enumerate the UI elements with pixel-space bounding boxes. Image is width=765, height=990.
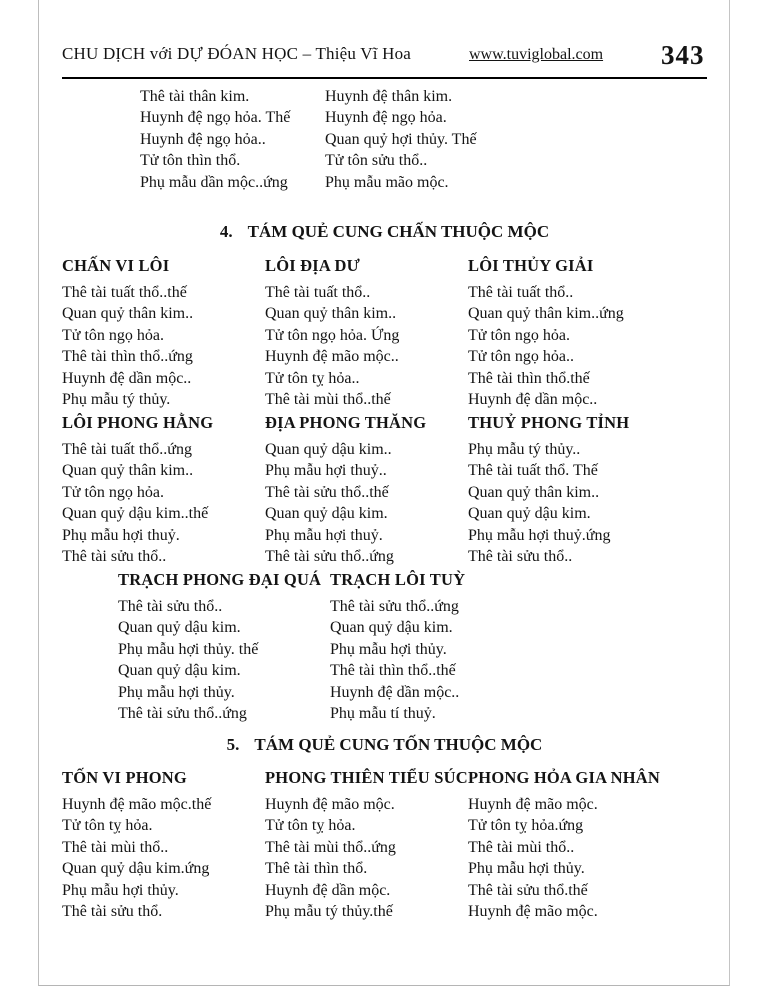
section-4-number: 4. bbox=[219, 222, 233, 241]
hexagram-group-phong-thien-tieu-suc bbox=[265, 768, 468, 922]
hexagram-group-phong-hoa-gia-nhan bbox=[468, 768, 671, 922]
group-lines bbox=[468, 282, 671, 410]
group-title: CHẤN VI LÔI bbox=[62, 256, 170, 275]
text-line: Tử tôn ngọ hỏa. Ứng bbox=[265, 326, 400, 344]
header-divider bbox=[62, 77, 707, 79]
hexagram-group-trach-phong-dai-qua bbox=[118, 570, 330, 724]
text-line: Tử tôn tỵ hỏa. bbox=[62, 817, 153, 835]
group-lines bbox=[468, 794, 671, 922]
website-link[interactable]: www.tuviglobal.com bbox=[469, 46, 604, 63]
hexagram-group-loi-phong-hang bbox=[62, 413, 265, 567]
text-line: Phụ mẫu tý thủy.thế bbox=[265, 903, 393, 921]
group-lines bbox=[468, 439, 671, 567]
group-title: TRẠCH LÔI TUỲ bbox=[330, 570, 466, 589]
text-line: Quan quỷ thân kim.. bbox=[62, 305, 194, 323]
text-line: Huynh đệ mão mộc.. bbox=[265, 348, 399, 366]
top-hexagram-lines-block bbox=[140, 86, 510, 193]
text-line: Tử tôn tỵ hỏa. bbox=[265, 817, 356, 835]
text-line: Thê tài mùi thổ..ứng bbox=[265, 838, 396, 856]
group-title: THUỶ PHONG TỈNH bbox=[468, 413, 630, 432]
text-line: Tử tôn ngọ hỏa. bbox=[62, 483, 164, 501]
group-title: ĐỊA PHONG THĂNG bbox=[265, 413, 427, 432]
text-line: Quan quỷ thân kim.. bbox=[265, 305, 397, 323]
section-4-group-row-1 bbox=[62, 256, 671, 410]
section-5-title-text: TÁM QUẺ CUNG TỐN THUỘC MỘC bbox=[254, 735, 543, 754]
section-4-title-text: TÁM QUẺ CUNG CHẤN THUỘC MỘC bbox=[247, 222, 550, 241]
text-line: Huynh đệ thân kim. bbox=[325, 88, 453, 105]
section-4-heading bbox=[62, 222, 707, 242]
text-line: Thê tài sửu thổ. bbox=[62, 903, 163, 921]
text-line: Quan quỷ dậu kim. bbox=[330, 619, 453, 637]
group-title: LÔI PHONG HẰNG bbox=[62, 413, 214, 432]
text-line: Thê tài sửu thổ..ứng bbox=[118, 705, 247, 723]
text-line: Quan quỷ dậu kim. bbox=[265, 505, 388, 523]
page-number: 343 bbox=[661, 40, 705, 70]
group-lines bbox=[265, 439, 468, 567]
text-line: Thê tài thìn thổ..ứng bbox=[62, 348, 193, 366]
text-line: Tử tôn thìn thổ. bbox=[140, 152, 241, 170]
text-line: Thê tài thìn thổ..thế bbox=[330, 662, 456, 680]
text-line: Quan quỷ hợi thủy. Thế bbox=[325, 130, 477, 148]
text-line: Tử tôn tỵ hỏa.. bbox=[265, 369, 360, 387]
top-block-right-column bbox=[325, 86, 510, 193]
text-line: Thê tài mùi thổ.. bbox=[62, 838, 169, 856]
hexagram-group-trach-loi-tuy bbox=[330, 570, 542, 724]
text-line: Phụ mẫu hợi thủy. bbox=[330, 640, 447, 658]
group-lines bbox=[265, 794, 468, 922]
text-line: Thê tài thìn thổ.thế bbox=[468, 369, 590, 387]
text-line: Tử tôn tỵ hỏa.ứng bbox=[468, 817, 584, 835]
text-line: Huynh đệ mão mộc. bbox=[468, 903, 598, 921]
text-line: Phụ mẫu tí thuỷ. bbox=[330, 705, 436, 723]
text-line: Quan quỷ dậu kim..thế bbox=[62, 505, 209, 523]
text-line: Phụ mẫu tý thủy. bbox=[62, 391, 171, 409]
section-5-group-row-1 bbox=[62, 768, 671, 922]
group-title: PHONG THIÊN TIỂU SÚC bbox=[265, 768, 468, 787]
hexagram-group-loi-thuy-giai bbox=[468, 256, 671, 410]
text-line: Phụ mẫu hợi thuỷ. bbox=[265, 526, 383, 544]
text-line: Thê tài mùi thổ.. bbox=[468, 838, 575, 856]
text-line: Phụ mẫu mão mộc. bbox=[325, 173, 449, 191]
text-line: Phụ mẫu hợi thủy. bbox=[118, 683, 235, 701]
text-line: Thê tài thìn thổ. bbox=[265, 860, 368, 878]
text-line: Quan quỷ thân kim..ứng bbox=[468, 305, 624, 323]
text-line: Tử tôn ngọ hỏa. bbox=[62, 326, 164, 344]
text-line: Quan quỷ thân kim.. bbox=[468, 483, 600, 501]
group-title: TỐN VI PHONG bbox=[62, 768, 187, 787]
text-line: Phụ mẫu dần mộc..ứng bbox=[140, 173, 288, 191]
text-line: Thê tài sửu thổ.. bbox=[118, 598, 223, 615]
text-line: Huynh đệ mão mộc. bbox=[265, 796, 395, 813]
hexagram-group-ton-vi-phong bbox=[62, 768, 265, 922]
text-line: Thê tài sửu thổ..ứng bbox=[330, 598, 459, 615]
text-line: Thê tài tuất thổ.. bbox=[468, 284, 574, 301]
section-4-group-row-3 bbox=[118, 570, 542, 724]
group-title: TRẠCH PHONG ĐẠI QUÁ bbox=[118, 570, 322, 589]
text-line: Thê tài tuất thổ. Thế bbox=[468, 462, 598, 480]
book-title: CHU DỊCH với DỰ ĐÓAN HỌC – Thiệu Vĩ Hoa bbox=[62, 44, 412, 63]
group-title: LÔI ĐỊA DƯ bbox=[265, 256, 360, 275]
text-line: Phụ mẫu tý thủy.. bbox=[468, 441, 581, 458]
text-line: Thê tài sửu thổ..ứng bbox=[265, 548, 394, 566]
text-line: Huynh đệ mão mộc.thế bbox=[62, 796, 212, 813]
text-line: Thê tài tuất thổ.. bbox=[265, 284, 371, 301]
text-line: Quan quỷ thân kim.. bbox=[62, 462, 194, 480]
text-line: Thê tài tuất thổ..thế bbox=[62, 284, 187, 301]
group-lines bbox=[265, 282, 468, 410]
text-line: Huynh đệ dần mộc.. bbox=[330, 683, 460, 701]
text-line: Thê tài mùi thổ..thế bbox=[265, 391, 391, 409]
text-line: Phụ mẫu hợi thuỷ.ứng bbox=[468, 526, 611, 544]
top-block-left-column bbox=[140, 86, 325, 193]
group-title: PHONG HỎA GIA NHÂN bbox=[468, 768, 660, 787]
text-line: Phụ mẫu hợi thuỷ. bbox=[62, 526, 180, 544]
text-line: Quan quỷ dậu kim.. bbox=[265, 441, 392, 458]
text-line: Huynh đệ dần mộc.. bbox=[62, 369, 192, 387]
text-line: Tử tôn ngọ hỏa. bbox=[468, 326, 570, 344]
text-line: Huynh đệ ngọ hỏa.. bbox=[140, 130, 266, 148]
section-5-number: 5. bbox=[226, 735, 240, 754]
text-line: Quan quỷ dậu kim. bbox=[118, 619, 241, 637]
text-line: Thê tài thân kim. bbox=[140, 88, 250, 105]
text-line: Huynh đệ ngọ hỏa. bbox=[325, 109, 447, 127]
hexagram-group-dia-phong-thang bbox=[265, 413, 468, 567]
text-line: Phụ mẫu hợi thủy. bbox=[62, 881, 179, 899]
group-lines bbox=[330, 596, 542, 724]
group-lines bbox=[62, 439, 265, 567]
text-line: Quan quỷ dậu kim.ứng bbox=[62, 860, 210, 878]
section-5-heading bbox=[62, 735, 707, 755]
text-line: Thê tài sửu thổ.. bbox=[468, 548, 573, 566]
text-line: Phụ mẫu hợi thủy. bbox=[468, 860, 585, 878]
section-4-group-row-2 bbox=[62, 413, 671, 567]
group-lines bbox=[118, 596, 330, 724]
text-line: Phụ mẫu hợi thủy. thế bbox=[118, 640, 259, 658]
text-line: Huynh đệ mão mộc. bbox=[468, 796, 598, 813]
text-line: Thê tài sửu thổ.. bbox=[62, 548, 167, 566]
text-line: Thê tài sửu thổ.thế bbox=[468, 881, 588, 899]
hexagram-group-thuy-phong-tinh bbox=[468, 413, 671, 567]
text-line: Phụ mẫu hợi thuỷ.. bbox=[265, 462, 387, 480]
group-title: LÔI THỦY GIẢI bbox=[468, 256, 594, 275]
hexagram-group-loi-dia-du bbox=[265, 256, 468, 410]
text-line: Huynh đệ dần mộc. bbox=[265, 881, 391, 899]
group-lines bbox=[62, 794, 265, 922]
text-line: Tử tôn sửu thổ.. bbox=[325, 152, 428, 170]
text-line: Thê tài tuất thổ..ứng bbox=[62, 441, 192, 458]
hexagram-group-chan-vi-loi bbox=[62, 256, 265, 410]
text-line: Huynh đệ ngọ hỏa. Thế bbox=[140, 109, 291, 127]
text-line: Tử tôn ngọ hỏa.. bbox=[468, 348, 574, 366]
group-lines bbox=[62, 282, 265, 410]
text-line: Huynh đệ dần mộc.. bbox=[468, 391, 598, 409]
text-line: Thê tài sửu thổ..thế bbox=[265, 483, 389, 501]
text-line: Quan quỷ dậu kim. bbox=[118, 662, 241, 680]
text-line: Quan quỷ dậu kim. bbox=[468, 505, 591, 523]
